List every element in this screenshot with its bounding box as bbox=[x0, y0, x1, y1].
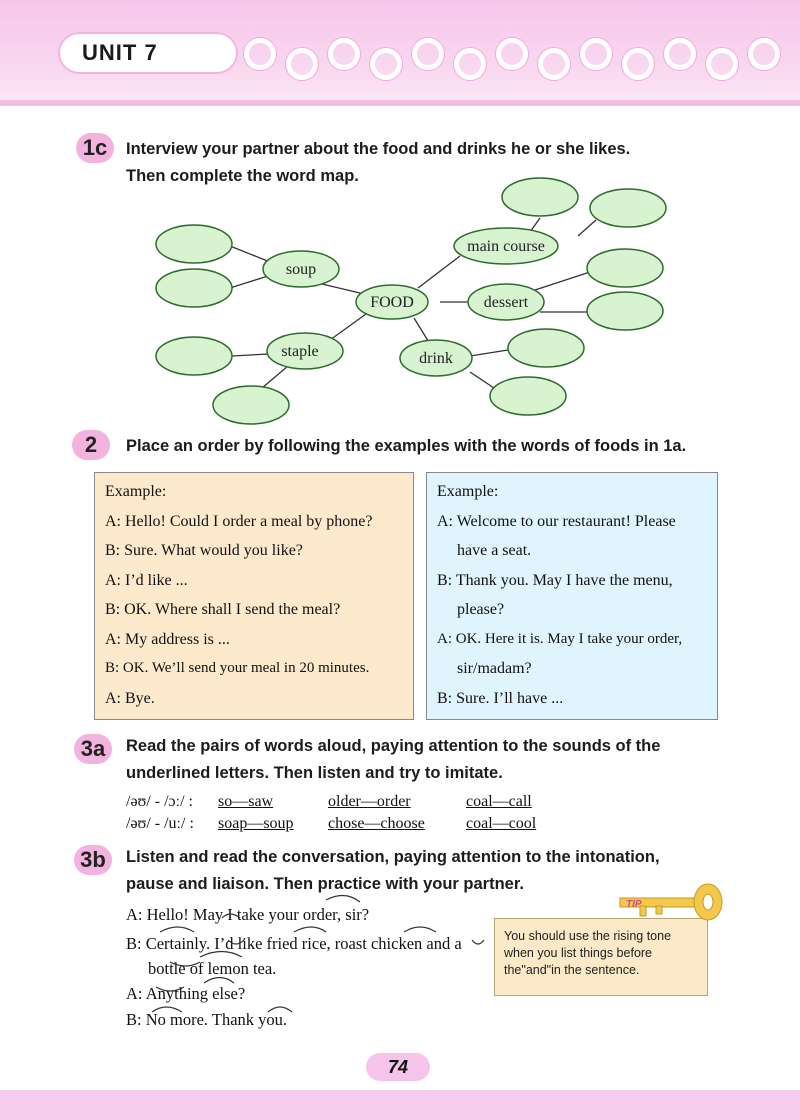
box-line: A: I’d like ... bbox=[105, 571, 188, 589]
section-badge-2: 2 bbox=[72, 430, 110, 460]
box-line: A: Welcome to our restaurant! Please bbox=[437, 512, 676, 530]
instruction-3b-line1: Listen and read the conversation, paying attention to the intonation, bbox=[126, 848, 660, 866]
conversation-line: bottle of lemon tea. bbox=[148, 959, 277, 978]
node-food: FOOD bbox=[370, 294, 414, 311]
page-footer bbox=[0, 1090, 800, 1120]
box-line: B: Sure. I’ll have ... bbox=[437, 689, 564, 707]
box-line: Example: bbox=[437, 483, 499, 500]
word-pair: older—order bbox=[328, 793, 411, 810]
node-dessert: dessert bbox=[483, 294, 529, 311]
box-line: B: OK. Where shall I send the meal? bbox=[105, 601, 341, 618]
word-pair: so—saw bbox=[218, 793, 274, 810]
instruction-3b-line2: pause and liaison. Then practice with your partner. bbox=[126, 875, 524, 893]
conversation-line: B: No more. Thank you. bbox=[126, 1010, 288, 1029]
node-staple: staple bbox=[281, 343, 319, 360]
word-pair: coal—call bbox=[466, 793, 532, 810]
tip-label: TIP bbox=[626, 899, 642, 910]
box-line: B: Sure. What would you like? bbox=[105, 542, 303, 559]
section-badge-1c: 1c bbox=[76, 133, 114, 163]
word-pair: coal—cool bbox=[466, 815, 537, 832]
box-line: Example: bbox=[105, 483, 167, 500]
conversation-line: A: Hello! May I take your order, sir? bbox=[126, 905, 370, 924]
box-line: please? bbox=[457, 601, 505, 618]
phonetic-label-1: /əʊ/ - /ɔː/ : bbox=[126, 793, 193, 810]
phonetic-label-2: /əʊ/ - /uː/ : bbox=[126, 815, 194, 832]
instruction-3a-line1: Read the pairs of words aloud, paying attention to the sounds of the bbox=[126, 737, 661, 755]
tip-text: You should use the rising tone when you list things before the"and"in the sentence. bbox=[504, 929, 672, 977]
node-drink: drink bbox=[419, 350, 453, 367]
instruction-1c-line1: Interview your partner about the food and drinks he or she likes. bbox=[126, 140, 631, 158]
box-line: B: Thank you. May I have the menu, bbox=[437, 571, 673, 589]
conversation-line: B: Certainly. I’d like fried rice, roast chicken and a bbox=[126, 934, 462, 953]
box-line: A: Hello! Could I order a meal by phone? bbox=[105, 512, 373, 530]
box-line: sir/madam? bbox=[457, 660, 532, 677]
key-icon bbox=[610, 876, 730, 926]
box-line: have a seat. bbox=[457, 542, 532, 559]
instruction-1c-line2: Then complete the word map. bbox=[126, 167, 359, 185]
box-line: B: OK. We’ll send your meal in 20 minutes. bbox=[105, 660, 370, 676]
word-pair: soap—soup bbox=[218, 815, 294, 832]
page-number: 74 bbox=[366, 1053, 430, 1081]
box-line: A: My address is ... bbox=[105, 630, 230, 648]
box-line: A: OK. Here it is. May I take your order, bbox=[437, 630, 683, 647]
box-line: A: Bye. bbox=[105, 689, 155, 707]
node-soup: soup bbox=[285, 261, 317, 278]
node-main-course: main course bbox=[467, 238, 545, 255]
instruction-3a-line2: underlined letters. Then listen and try to imitate. bbox=[126, 764, 503, 782]
unit-title: UNIT 7 bbox=[82, 40, 158, 65]
word-pair: chose—choose bbox=[328, 815, 425, 832]
section-badge-3a: 3a bbox=[74, 734, 112, 764]
section-badge-3b: 3b bbox=[74, 845, 112, 875]
instruction-2: Place an order by following the examples with the words of foods in 1a. bbox=[126, 437, 687, 455]
conversation-line: A: Anything else? bbox=[126, 984, 246, 1003]
